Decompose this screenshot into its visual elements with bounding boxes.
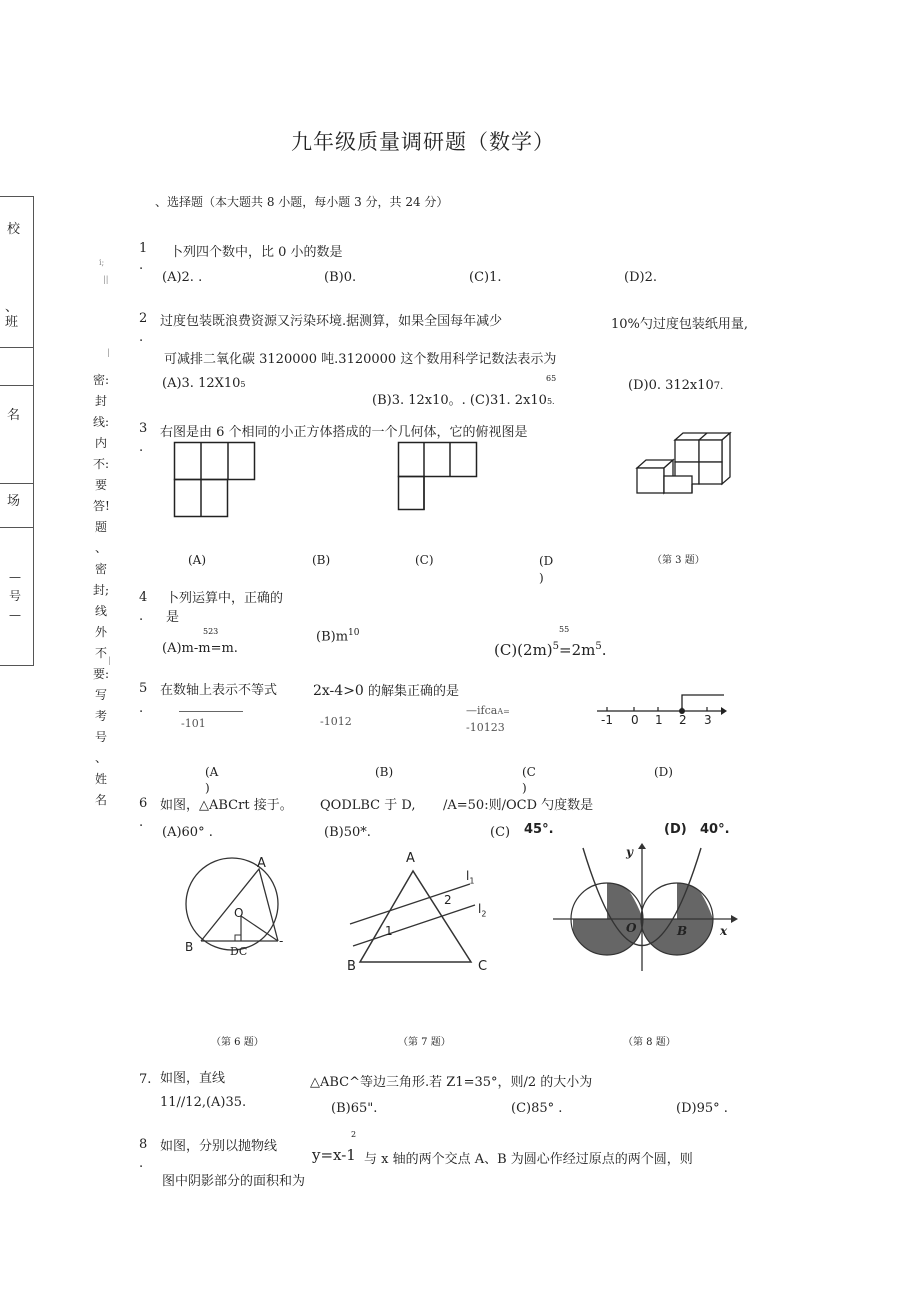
q5-label-a-close: ) xyxy=(205,781,210,795)
fig7-label-l2: $l_2$ xyxy=(478,902,487,919)
q5-label-a: (A xyxy=(205,765,219,779)
q5-label-c: (C xyxy=(522,765,536,779)
q7-stem-c: 11//12,(A)35. xyxy=(160,1095,247,1110)
q7-option-d: (D)95° . xyxy=(676,1101,728,1116)
q1-option-d: (D)2. xyxy=(624,270,657,285)
q3-caption: （第 3 题） xyxy=(652,555,705,566)
q5-stem-expr: 2x-4>0 的解集正确的是 xyxy=(313,683,459,699)
binder-divider xyxy=(0,385,33,386)
q2-superscript: 65 xyxy=(546,374,557,383)
q5-axis-c-top: —ifcaA= xyxy=(466,704,510,717)
page-title: 九年级质量调研题（数学） xyxy=(291,130,555,154)
q5-dot: . xyxy=(139,701,144,716)
section-header: 、选择题（本大题共 8 小题，每小题 3 分，共 24 分） xyxy=(155,195,449,209)
q4-dot: . xyxy=(139,609,144,624)
q2-stem-c: 可减排二氧化碳 3120000 吨.3120000 这个数用科学记数法表示为 xyxy=(164,352,557,367)
q4-stem: 卜列运算中，正确的 xyxy=(166,591,284,606)
fig7-label-a: A xyxy=(406,851,415,866)
q4-option-b: $(B)m^{10}$ xyxy=(316,628,360,645)
q3-label-c: (C) xyxy=(415,553,434,567)
q2-dot: . xyxy=(139,330,144,345)
q1-option-a: (A)2. . xyxy=(162,270,203,285)
q5-label-d: (D) xyxy=(654,765,673,779)
q5-axis-d-tick: 3 xyxy=(704,713,712,727)
figure-7 xyxy=(345,866,485,966)
fig7-label-l1: $l_1$ xyxy=(466,869,475,886)
q6-stem-c: /A=50:则/OCD 勺度数是 xyxy=(443,798,594,813)
fig8-label-y: y xyxy=(626,845,633,859)
fig6-caption: （第 6 题） xyxy=(211,1037,264,1048)
q7-stem-b: △ABC^等边三角形.若 Z1=35°，则/2 的大小为 xyxy=(310,1075,593,1090)
q3-option-a-figure xyxy=(174,442,256,518)
binder-mark: | xyxy=(108,656,111,665)
figure-8 xyxy=(553,843,738,971)
fig8-label-b: B xyxy=(677,924,688,938)
binder-class: 、班 xyxy=(5,300,19,330)
binder-divider xyxy=(0,527,33,528)
q1-option-b: (B)0. xyxy=(324,270,357,285)
binder-name: 名 xyxy=(7,408,21,423)
q5-axis-a-line xyxy=(179,710,245,714)
binder-mark: || xyxy=(103,275,109,284)
fig7-caption: （第 7 题） xyxy=(398,1037,451,1048)
fig7-label-c: C xyxy=(478,959,488,974)
q7-option-c: (C)85° . xyxy=(511,1101,563,1116)
binder-warning: 密: 封 线: 内 不: 要 答! 题 、 密 封; 线 外 不 要: 写 考 号 、 姓 名 xyxy=(93,373,110,807)
q2-number: 2 xyxy=(139,311,148,326)
q7-stem-a: 如图，直线 xyxy=(160,1071,226,1086)
q8-number: 8 xyxy=(139,1137,148,1152)
binder-divider xyxy=(0,483,33,484)
q2-stem-b: 10%勺过度包装纸用量, xyxy=(611,317,749,332)
fig8-label-o: O xyxy=(626,921,637,935)
fig6-label-o: O xyxy=(234,906,244,920)
q2-option-bc: (B)3. 12x10。. (C)31. 2x105. xyxy=(372,393,555,408)
q6-option-d-value: 40°. xyxy=(700,822,730,837)
q3-label-b: (B) xyxy=(312,553,331,567)
q8-expression: y=x-1 xyxy=(312,1146,356,1164)
q5-axis-d-tick: 0 xyxy=(631,713,639,727)
q8-stem-c: 图中阴影部分的面积和为 xyxy=(162,1174,306,1189)
binder-mark: | xyxy=(107,348,110,357)
q1-number: 1 xyxy=(139,241,148,256)
binder-number: —号— xyxy=(8,570,21,622)
q2-option-a: (A)3. 12X105 xyxy=(162,376,246,391)
q6-stem-a: 如图，△ABCrt 接于。 xyxy=(160,798,293,813)
q3-stem: 右图是由 6 个相同的小正方体搭成的一个几何体，它的俯视图是 xyxy=(160,425,528,440)
q6-option-c: (C) xyxy=(490,825,511,840)
fig8-caption: （第 8 题） xyxy=(623,1037,676,1048)
fig8-label-x: x xyxy=(720,924,728,938)
binder-room: 场 xyxy=(7,494,21,509)
q4-option-c: $(C)(2m)^5=2m^5$. xyxy=(494,641,607,659)
fig6-label-b: B xyxy=(185,940,194,954)
fig7-label-1: 1 xyxy=(385,924,393,938)
q6-option-a: (A)60° . xyxy=(162,825,213,840)
q5-axis-c-labels: -10123 xyxy=(466,721,505,734)
q8-stem-a: 如图，分别以抛物线 xyxy=(160,1139,278,1154)
fig6-label-c: - xyxy=(279,934,284,948)
fig7-label-2: 2 xyxy=(444,893,452,907)
q5-number: 5 xyxy=(139,681,148,696)
q5-stem: 在数轴上表示不等式 xyxy=(160,683,278,698)
fig6-label-a: A xyxy=(257,856,266,871)
q5-axis-d-tick: 2 xyxy=(679,713,687,727)
q3-label-d-close: ) xyxy=(539,571,544,585)
q5-axis-d-tick: -1 xyxy=(601,713,613,727)
q5-axis-b-labels: -1012 xyxy=(320,715,352,728)
fig6-label-dc: DC xyxy=(230,945,248,958)
q4-stem-2: 是 xyxy=(166,610,180,625)
q8-superscript: 2 xyxy=(351,1130,357,1139)
q2-option-d: (D)0. 312x107. xyxy=(628,378,724,393)
binder-school: 校 xyxy=(7,222,21,237)
q6-number: 6 xyxy=(139,796,148,811)
q8-dot: . xyxy=(139,1156,144,1171)
q6-option-b: (B)50*. xyxy=(324,825,371,840)
q6-option-c-value: 45°. xyxy=(524,822,554,837)
q5-label-c-close: ) xyxy=(522,781,527,795)
q4-number: 4 xyxy=(139,590,148,605)
q5-axis-d-tick: 1 xyxy=(655,713,663,727)
q6-dot: . xyxy=(139,815,144,830)
q4-sup-c: 55 xyxy=(559,625,570,634)
q3-option-b-figure xyxy=(398,442,478,512)
q7-option-b: (B)65". xyxy=(331,1101,378,1116)
q7-number: 7. xyxy=(139,1072,152,1087)
q3-dot: . xyxy=(139,440,144,455)
q3-solid-figure xyxy=(633,432,729,498)
q8-stem-b: 与 x 轴的两个交点 A、B 为圆心作经过原点的两个圆，则 xyxy=(364,1152,693,1167)
q1-stem: 卜列四个数中，比 0 小的数是 xyxy=(170,245,343,260)
binder-mark: i; xyxy=(99,258,105,267)
q5-label-b: (B) xyxy=(375,765,394,779)
q5-axis-a-labels: -101 xyxy=(181,717,206,730)
binder-divider xyxy=(0,347,33,348)
fig7-label-b: B xyxy=(347,959,356,974)
q4-sup-a: 523 xyxy=(203,627,219,636)
q6-option-d: (D) xyxy=(664,822,687,837)
q3-label-a: (A) xyxy=(188,553,207,567)
q1-option-c: (C)1. xyxy=(469,270,502,285)
q1-dot: . xyxy=(139,258,144,273)
q4-option-a: (A)m-m=m. xyxy=(162,641,238,656)
q2-stem-a: 过度包装既浪费资源又污染环境.据测算，如果全国每年减少 xyxy=(160,314,503,329)
fig8-label-a: A xyxy=(584,904,594,918)
q3-label-d: (D xyxy=(539,554,554,568)
q6-stem-b: QODLBC 于 D, xyxy=(320,798,416,813)
q3-number: 3 xyxy=(139,421,148,436)
